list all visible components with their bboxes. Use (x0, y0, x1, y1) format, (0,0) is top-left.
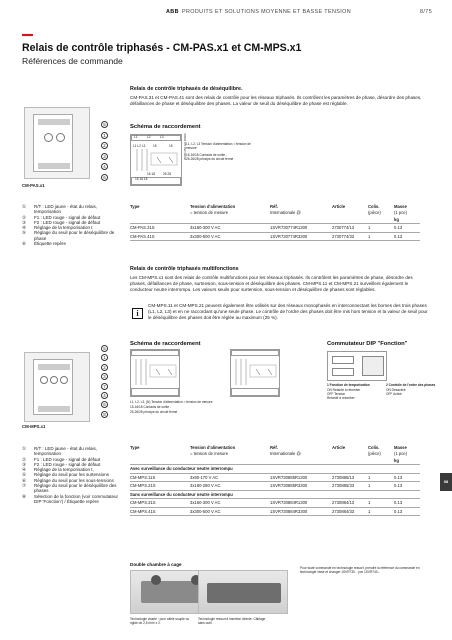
dip-option: ON Désactivé (386, 388, 406, 392)
column-header: Type (130, 444, 140, 450)
page-title: Relais de contrôle triphasés - CM-PAS.x1 et CM-MPS.x1 (22, 42, 302, 54)
legend-number: ① (22, 204, 27, 209)
cage-caption: Technologie vissée : pour câble souple ou rigide de 2,5 mm² x 2. (130, 617, 190, 625)
legend-item (22, 483, 124, 494)
legend-number: ② (22, 456, 27, 462)
callout-number: 3 (101, 153, 108, 160)
diagram-lines (131, 359, 181, 387)
cage-note: Pour toute commande en technologie ressort, prendre la référence du commande en technologie vissé et changer 1SVR730... par 1SVR740... (300, 566, 420, 574)
table-cell: 1SVR730884R3300 (270, 507, 332, 516)
dip-option: OFF Activé (386, 392, 402, 396)
product-image-cm-pas (24, 107, 90, 179)
legend-number: ④ (22, 225, 27, 231)
info-note: CM-MPS.11 et CM-MPS.21 peuvent également être utilisés sur des réseaux monophasés en interconnectant les bornes des trois phases (L1, L2, L3) et en ne raccordant qu'une seule phase. Le contrôle de l'ordre des phases doit être mis hors tension et la valeur de seuil pour le déséquilibre des phases doit être réglée au maximum (25 %). (148, 303, 428, 321)
diagram-label: 16 18 (147, 172, 155, 176)
column-subheader: Internationale @ (270, 450, 301, 456)
table-cell: 3x180-280 V AC (190, 482, 270, 491)
table-cell: 3x300-500 V AC (190, 232, 270, 241)
dip-switch-1 (332, 356, 354, 364)
diagram-label: L2 (147, 135, 151, 139)
table-cell: 0.13 (394, 482, 420, 491)
table-cell: CM-PAS.41S (130, 232, 190, 241)
knob (50, 376, 58, 384)
column-subheader: = tension de mesure (190, 450, 229, 456)
table-cell: 3x160-300 V AC (190, 224, 270, 233)
knob (44, 133, 53, 142)
diagram-label: L1 (134, 135, 138, 139)
callout-number: 7 (101, 383, 108, 390)
unit-row (130, 215, 420, 224)
table-cell: 1 (368, 232, 394, 241)
diagram-label: L3 (160, 135, 164, 139)
column-header: Article (332, 203, 346, 209)
callout-number: 1 (101, 132, 108, 139)
section-title: PRODUITS ET SOLUTIONS MOYENNE ET BASSE TENSION (182, 9, 352, 15)
column-header: Colis. (368, 203, 380, 209)
column-subheader: Internationale @ (270, 209, 301, 215)
legend-number: ⑦ (22, 483, 27, 489)
legend-text: Réglage du seuil pour les surtensions (34, 472, 110, 478)
dip-option: Retardé à retomber (327, 396, 355, 400)
table-cell: 0.13 (394, 473, 420, 482)
legend-text: F1 : LED rouge - signal de défaut (34, 214, 101, 220)
wiring-diagram (130, 134, 182, 186)
table-cell: 1 (368, 499, 394, 508)
column-header: Type (130, 203, 140, 209)
dip-option: ON Retardé à retomber (327, 388, 361, 392)
diagram-note: 15-16/18 Contacts de sortie - (130, 405, 172, 409)
callout-number: 5 (101, 345, 108, 352)
diagram-lines (131, 149, 183, 173)
unit-label: kg (394, 456, 420, 465)
diagram-note: L1, L2, L3 Tension d'alimentation = tension de mesure (186, 142, 251, 150)
legend-text: Sélection de la fonction (voir commutateur DIP 'Fonction') / Étiquette repère (34, 493, 119, 504)
callout-number: 2 (101, 364, 108, 371)
legend-number: ③ (22, 461, 27, 467)
legend-number: ⑥ (22, 477, 27, 483)
callout-column (101, 345, 108, 420)
order-table (130, 444, 420, 516)
table-cell: 0.13 (394, 232, 420, 241)
dip-switch-title: Commutateur DIP "Fonction" (327, 341, 408, 347)
table-cell: 0.13 (394, 224, 420, 233)
product-image-cm-mps (24, 352, 90, 422)
legend-item (22, 204, 122, 215)
legend-list (22, 204, 122, 246)
legend-item (22, 446, 124, 457)
callout-number: 4 (101, 392, 108, 399)
wiring-diagram (130, 349, 180, 397)
table-group-header (130, 490, 420, 499)
legend-number: ⑤ (22, 472, 27, 478)
diagram-label: L1 L2 L3 (133, 144, 146, 148)
legend-text: Réglage du seuil pour le déséquilibre des phases (34, 483, 117, 494)
schema-title: Schéma de raccordement (130, 341, 201, 347)
legend-text: Étiquette repère (34, 241, 67, 247)
table-cell: 3x160-300 V AC (190, 499, 270, 508)
relay-front (33, 114, 73, 172)
page-subtitle: Références de commande (22, 56, 123, 66)
legend-text: F2 : LED rouge - signal de défaut (34, 461, 101, 467)
legend-number: ⑧ (22, 493, 27, 499)
legend-number: ④ (22, 467, 27, 473)
diagram-label: 15 (169, 144, 173, 148)
unit-row (130, 456, 420, 465)
table-cell: 3x300-500 V AC (190, 507, 270, 516)
table-cell: 1 (368, 507, 394, 516)
callout-number: 6 (101, 401, 108, 408)
dip-option: OFF Tension (327, 392, 346, 396)
cage-caption: Technologie ressort à insertion directe. Câblage sans outil. (198, 617, 266, 625)
table-group-header (130, 465, 420, 474)
section-paragraph: Les CM-MPS.x1 sont des relais de contrôle multifonctions pour les réseaux triphasés. Ils contrôlent les paramètres de phase, désordre des phases, défaillances de phase, surtension, sous-tension et déséquilibre des phases. CM-MPS.11 et CM-MPS.21 surveillent également le conducteur neutre interrompu. Les valeurs seuils pour surtension, sous-tension et déséquilibre de phases sont réglables. (130, 275, 413, 293)
legend-number: ① (22, 446, 27, 451)
section-paragraph: CM-PAS.31 et CM-PAS.41 sont des relais de contrôle pour les réseaux triphasés. Ils contrôlent les paramètres de phase, désordre des phases, défaillances de phase et déséquilibre des phases. La valeur de seuil du déséquilibre de phase est réglable. (130, 95, 422, 107)
knob (40, 376, 48, 384)
table-cell: 0.13 (394, 499, 420, 508)
product-label: CM-PAS.x1 (22, 183, 45, 188)
table-cell: 2730885/33 (332, 482, 368, 491)
legend-text: Réglage de la temporisation t (34, 225, 93, 231)
table-cell: 2730774/33 (332, 232, 368, 241)
callout-number: 6 (101, 174, 108, 181)
dip-option-title: 2 Contrôle de l'ordre des phases (386, 383, 436, 387)
schema-title: Schéma de raccordement (130, 124, 201, 130)
diagram-label: 15 16 18 (135, 177, 148, 181)
column-subheader: (1 pce) (394, 450, 408, 456)
info-icon: i (132, 308, 143, 319)
table-cell: 1SVR730885R3300 (270, 482, 332, 491)
product-label: CM-MPS.x1 (22, 424, 46, 429)
column-header: Réf. (270, 444, 278, 450)
table-cell: 1SVR730885R1300 (270, 473, 332, 482)
legend-text: R/T : LED jaune - état du relais, temporisation (34, 204, 97, 215)
column-header: Masse (394, 444, 407, 450)
table-row (130, 507, 420, 516)
callout-number: 1 (101, 354, 108, 361)
table-row (130, 224, 420, 233)
column-subheader: (1 pce) (394, 209, 408, 215)
callout-number: 5 (101, 121, 108, 128)
legend-text: Réglage du seuil pour les sous-tensions (34, 477, 114, 483)
table-cell: 3x90-170 V AC (190, 473, 270, 482)
diagram-label: 15 (153, 144, 157, 148)
column-header: Tension d'alimentation (190, 203, 236, 209)
legend-number: ⑤ (22, 230, 27, 236)
unit-label: kg (394, 215, 420, 224)
diagram-note: 25-26/28 principe du circuit fermé (186, 157, 234, 161)
column-header: Tension d'alimentation (190, 444, 236, 450)
table-cell: 2730884/13 (332, 499, 368, 508)
legend-text: F2 : LED rouge - signal de défaut (34, 219, 101, 225)
legend-item (22, 494, 124, 505)
table-cell: 2730774/13 (332, 224, 368, 233)
callout-number: 8 (101, 411, 108, 418)
relay-terminal-strip (38, 163, 70, 169)
legend-item (22, 230, 122, 241)
diagram-label: 26 28 (163, 172, 171, 176)
diagram-note: L1, L2, L3, (N) Tension d'alimentation = tension de mesure (130, 400, 213, 404)
table-cell: CM-PAS.31S (130, 224, 190, 233)
relay-terminal-strip (38, 119, 70, 125)
legend-list (22, 446, 124, 504)
table-cell: 2730885/13 (332, 473, 368, 482)
legend-text: R/T : LED jaune - état du relais, temporisation (34, 446, 97, 457)
group-label: Sans surveillance du conducteur neutre interrompu (130, 490, 420, 499)
dip-switch-block (362, 356, 384, 376)
brand-name: ABB (166, 9, 179, 15)
group-label: Avec surveillance du conducteur neutre interrompu (130, 465, 420, 474)
table-cell: CM-MPS.41S (130, 507, 190, 516)
relay-terminal-strip (38, 364, 70, 370)
page-number: 8/75 (420, 9, 433, 15)
section-heading: Relais de contrôle triphasés de déséquilibre. (130, 86, 243, 92)
legend-text: F1 : LED rouge - signal de défaut (34, 456, 101, 462)
table-cell: CM-MPS.21S (130, 482, 190, 491)
diagram-note: 15-16/18 Contacts de sortie - (186, 153, 228, 157)
column-subheader: (pièce) (368, 450, 381, 456)
title-accent-bar (22, 34, 33, 36)
dip-switch-diagram (327, 351, 387, 381)
column-header: Article (332, 444, 346, 450)
table-cell: 0.13 (394, 507, 420, 516)
column-header: Réf. (270, 203, 278, 209)
table-cell: 1SVR730774R1300 (270, 224, 332, 233)
dip-option-title: 1 Fonction de temporisation (327, 383, 370, 387)
table-cell: 1SVR730884R1300 (270, 499, 332, 508)
diagram-lines (231, 359, 281, 387)
order-table (130, 203, 420, 241)
legend-item (22, 241, 122, 246)
knob (56, 133, 65, 142)
diagram-code: 2CDC 252 xxx F0b06 (183, 133, 187, 160)
legend-number: ⑥ (22, 241, 27, 247)
cage-title: Double chambre à cage (130, 562, 182, 567)
dip-switch-2 (332, 368, 354, 376)
column-header: Masse (394, 203, 407, 209)
table-cell: 1 (368, 224, 394, 233)
terminal-block (207, 583, 281, 603)
wiring-diagram (230, 349, 280, 397)
spring-terminal-photo (198, 570, 288, 614)
section-heading: Relais de contrôle triphasés multifonctions (130, 266, 239, 272)
table-cell: CM-MPS.31S (130, 499, 190, 508)
chapter-tab: 08 (440, 473, 452, 491)
column-header: Colis. (368, 444, 380, 450)
callout-column (101, 121, 108, 184)
legend-number: ③ (22, 219, 27, 225)
table-cell: 2730884/33 (332, 507, 368, 516)
table-row (130, 232, 420, 241)
relay-front (33, 359, 73, 415)
callout-number: 2 (101, 142, 108, 149)
table-cell: 1 (368, 482, 394, 491)
table-row (130, 482, 420, 491)
legend-text: Réglage du seuil pour le déséquilibre de phase (34, 230, 115, 241)
table-row (130, 473, 420, 482)
legend-number: ② (22, 214, 27, 220)
table-cell: 1 (368, 473, 394, 482)
diagram-note: 25-26/28 principe du circuit fermé (130, 410, 178, 414)
column-subheader: (pièce) (368, 209, 381, 215)
relay-terminal-strip (38, 406, 70, 412)
table-cell: CM-MPS.11S (130, 473, 190, 482)
table-cell: 1SVR730774R3300 (270, 232, 332, 241)
callout-number: 4 (101, 163, 108, 170)
knob (60, 376, 68, 384)
screw (151, 575, 161, 585)
table-row (130, 499, 420, 508)
callout-number: 3 (101, 373, 108, 380)
legend-text: Réglage de la temporisation t, (34, 467, 94, 473)
column-subheader: = tension de mesure (190, 209, 229, 215)
